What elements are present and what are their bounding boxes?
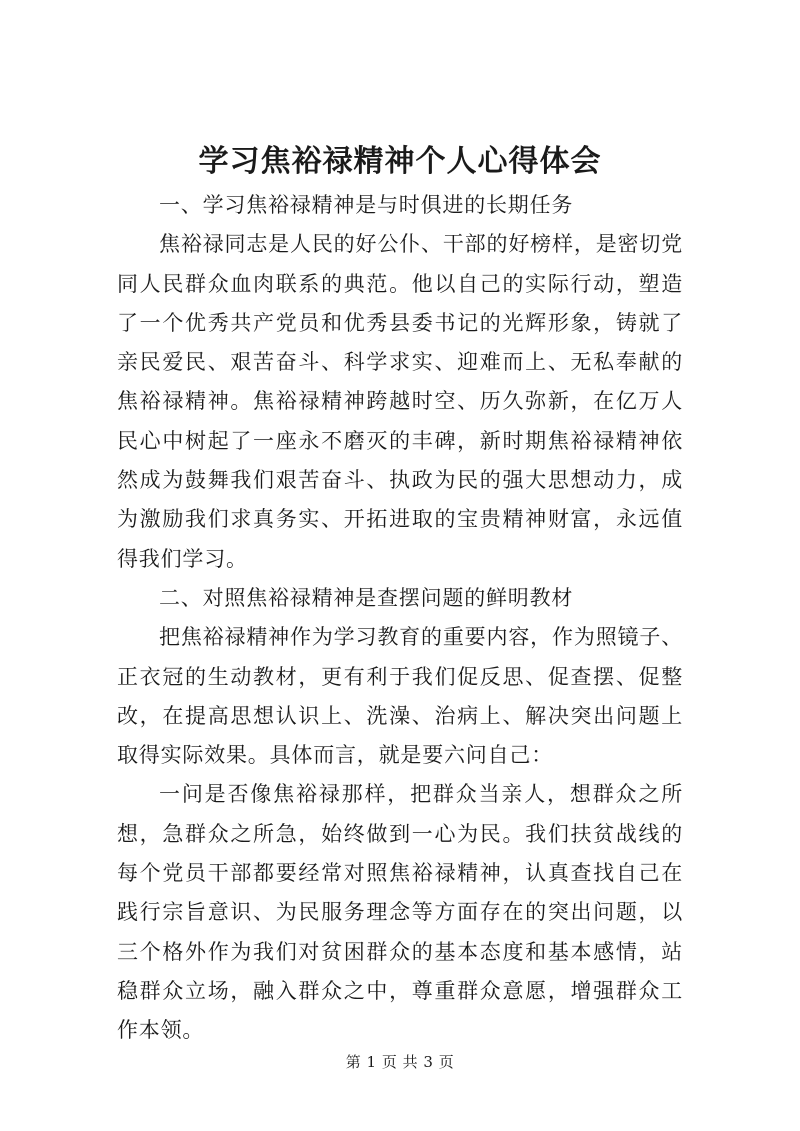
paragraph-2: 把焦裕禄精神作为学习教育的重要内容，作为照镜子、正衣冠的生动教材，更有利于我们促反思、促查摆、促整改，在提高思想认识上、洗澡、治病上、解决突出问题上取得实际效果。具体而言，就是要六问自己： — [117, 625, 683, 768]
section-heading-2: 二、对照焦裕禄精神是查摆问题的鲜明教材 — [159, 585, 574, 610]
paragraph-1: 焦裕禄同志是人民的好公仆、干部的好榜样，是密切党同人民群众血肉联系的典范。他以自己的实际行动，塑造了一个优秀共产党员和优秀县委书记的光辉形象，铸就了亲民爱民、艰苦奋斗、科学求实、迎难而上、无私奉献的焦裕禄精神。焦裕禄精神跨越时空、历久弥新，在亿万人民心中树起了一座永不磨灭的丰碑，新时期焦裕禄精神依然成为鼓舞我们艰苦奋斗、执政为民的强大思想动力，成为激励我们求真务实、开拓进取的宝贵精神财富，永远值得我们学习。 — [117, 232, 683, 571]
document-body — [117, 186, 683, 1051]
section-heading-1: 一、学习焦裕禄精神是与时俱进的长期任务 — [159, 193, 574, 217]
page-footer: 第 1 页 共 3 页 — [345, 1053, 455, 1071]
document-title: 学习焦裕禄精神个人心得体会 — [198, 144, 602, 179]
paragraph-3: 一问是否像焦裕禄那样，把群众当亲人，想群众之所想，急群众之所急，始终做到一心为民。我们扶贫战线的每个党员干部都要经常对照焦裕禄精神，认真查找自己在践行宗旨意识、为民服务理念等方面存在的突出问题，以三个格外作为我们对贫困群众的基本态度和基本感情，站稳群众立场，融入群众之中，尊重群众意愿，增强群众工作本领。 — [117, 782, 683, 1043]
